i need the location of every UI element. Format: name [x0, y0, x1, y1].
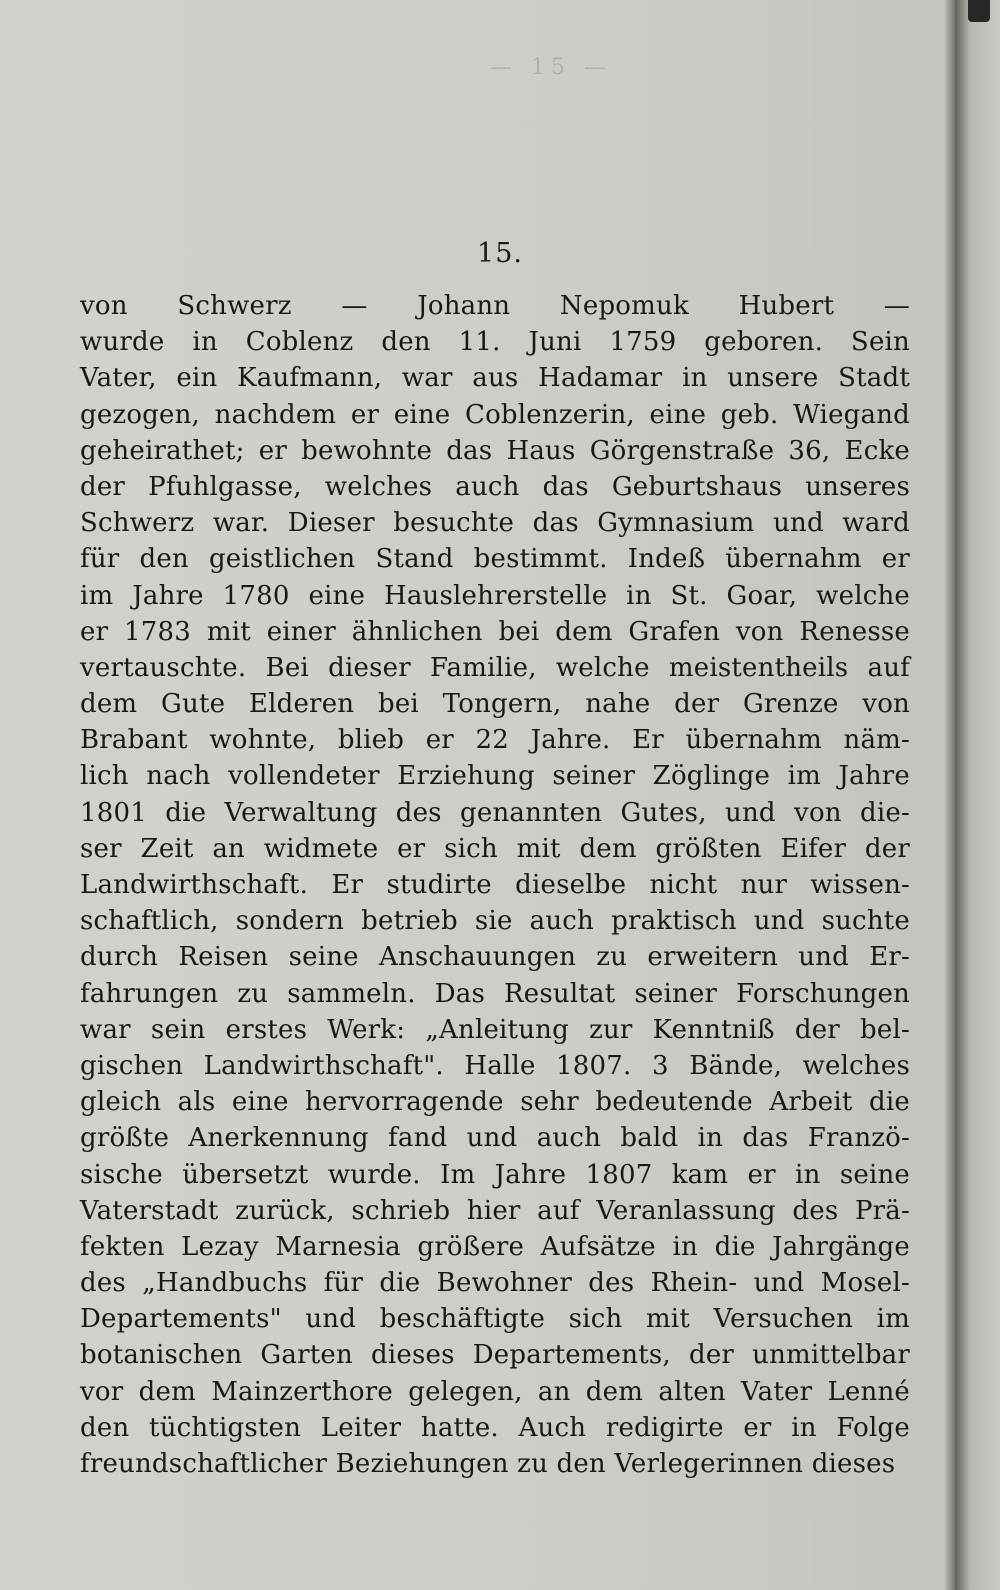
text-line: wurde in Coblenz den 11. Juni 1759 geboren. Sein	[80, 327, 910, 358]
text-line: fahrungen zu sammeln. Das Resultat seiner Forschungen	[80, 978, 910, 1009]
text-line: schaftlich, sondern betrieb sie auch praktisch und suchte	[80, 906, 910, 937]
bleed-through-header: — 15 —	[490, 55, 612, 80]
text-line: er 1783 mit einer ähnlichen bei dem Grafen von Renesse	[80, 616, 910, 647]
text-line: des „Handbuchs für die Bewohner des Rhein- und Mosel-	[80, 1268, 910, 1299]
text-line: gleich als eine hervorragende sehr bedeutende Arbeit die	[80, 1087, 910, 1118]
text-line: 1801 die Verwaltung des genannten Gutes, und von die-	[80, 797, 910, 828]
text-line: gezogen, nachdem er eine Coblenzerin, eine geb. Wiegand	[80, 399, 910, 430]
text-line: war sein erstes Werk: „Anleitung zur Kenntniß der bel-	[80, 1014, 910, 1045]
page-corner-shadow	[968, 0, 990, 22]
text-line: vertauschte. Bei dieser Familie, welche meistentheils auf	[80, 652, 910, 683]
text-line: der Pfuhlgasse, welches auch das Geburtshaus unseres	[80, 471, 910, 502]
text-line: gischen Landwirthschaft". Halle 1807. 3 Bände, welches	[80, 1050, 910, 1081]
text-line: für den geistlichen Stand bestimmt. Indeß übernahm er	[80, 544, 910, 575]
text-line: Vater, ein Kaufmann, war aus Hadamar in unsere Stadt	[80, 363, 910, 394]
text-line: freundschaftlicher Beziehungen zu den Verlegerinnen dieses	[80, 1449, 896, 1479]
text-line: den tüchtigsten Leiter hatte. Auch redigirte er in Folge	[80, 1412, 910, 1443]
text-line: ser Zeit an widmete er sich mit dem größten Eifer der	[80, 833, 910, 864]
text-line: Landwirthschaft. Er studirte dieselbe nicht nur wissen-	[80, 870, 910, 900]
text-line: sische übersetzt wurde. Im Jahre 1807 kam er in seine	[80, 1159, 910, 1190]
text-line: Schwerz war. Dieser besuchte das Gymnasium und ward	[80, 508, 910, 539]
body-text	[80, 288, 910, 1482]
text-line: lich nach vollendeter Erziehung seiner Zöglinge im Jahre	[80, 761, 910, 792]
text-line: größte Anerkennung fand und auch bald in das Franzö-	[80, 1123, 910, 1154]
page-number: 15.	[477, 238, 523, 269]
text-line: Brabant wohnte, blieb er 22 Jahre. Er übernahm näm-	[80, 725, 910, 756]
text-line: durch Reisen seine Anschauungen zu erweitern und Er-	[80, 942, 910, 973]
text-line: vor dem Mainzerthore gelegen, an dem alten Vater Lenné	[80, 1376, 910, 1407]
text-line: von Schwerz — Johann Nepomuk Hubert —	[80, 291, 910, 321]
text-line: Departements" und beschäftigte sich mit Versuchen im	[80, 1304, 910, 1335]
text-line: botanischen Garten dieses Departements, der unmittelbar	[80, 1340, 910, 1371]
text-line: Vaterstadt zurück, schrieb hier auf Veranlassung des Prä-	[80, 1195, 910, 1226]
text-line: geheirathet; er bewohnte das Haus Görgenstraße 36, Ecke	[80, 435, 910, 466]
text-line: fekten Lezay Marnesia größere Aufsätze in die Jahrgänge	[80, 1231, 910, 1262]
text-line: dem Gute Elderen bei Tongern, nahe der Grenze von	[80, 689, 910, 720]
text-line: im Jahre 1780 eine Hauslehrerstelle in St. Goar, welche	[80, 580, 910, 611]
